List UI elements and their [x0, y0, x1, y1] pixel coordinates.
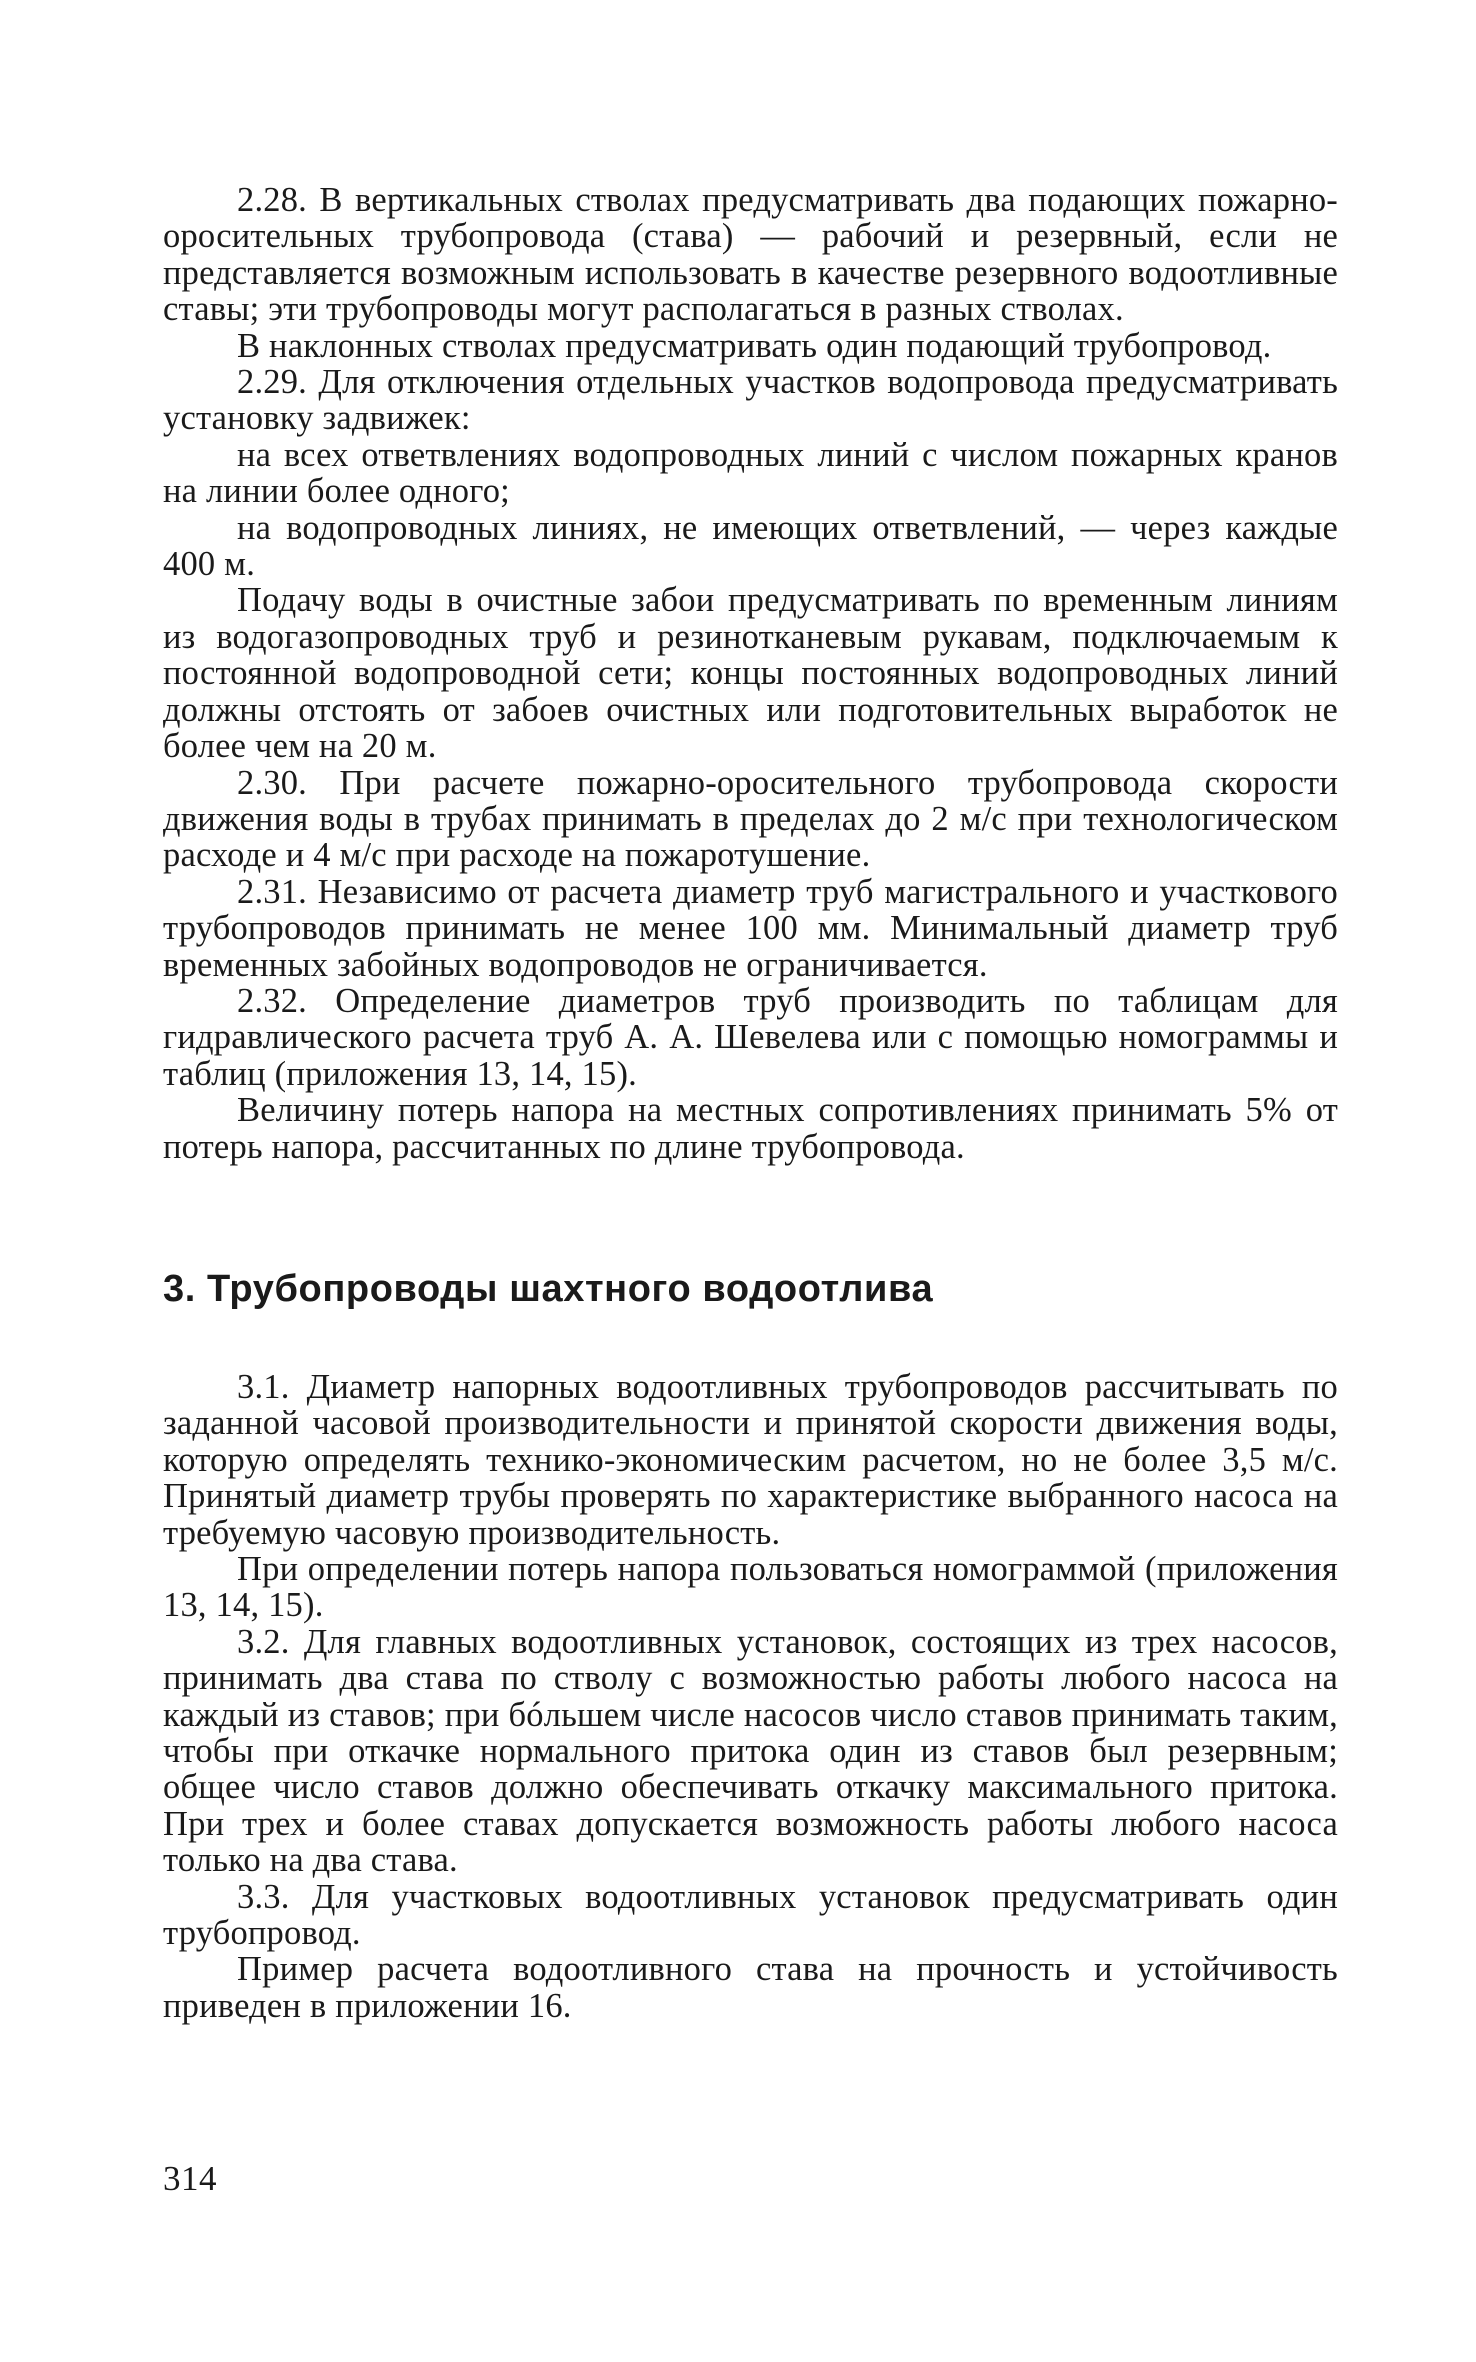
- paragraph-water-supply: Подачу воды в очистные забои предусматривать по временным линиям из водогазопроводных труб и резинотканевым рукавам, подключаемым к постоянной водопроводной сети; концы постоянных водопроводных линий должны отстоять от забоев очистных или подготовительных выработок не более чем на 20 м.: [163, 581, 1338, 766]
- paragraph-3-1: 3.1. Диаметр напорных водоотливных трубопроводов рассчитывать по заданной часовой производительности и принятой скорости движения воды, которую определять технико-экономическим расчетом, но не более 3,5 м/с. Принятый диаметр трубы проверять по характеристике выбранного насоса на требуемую часовую производительность.: [163, 1367, 1338, 1552]
- paragraph-nomogram: При определении потерь напора пользоваться номограммой (приложения 13, 14, 15).: [163, 1550, 1338, 1625]
- list-item: на водопроводных линиях, не имеющих ответвлений, — через каждые 400 м.: [163, 508, 1338, 584]
- paragraph-2-30: 2.30. При расчете пожарно-оросительного трубопровода скорости движения воды в трубах принимать в пределах до 2 м/с при технологическом расходе и 4 м/с при расходе на пожаротушение.: [163, 763, 1338, 875]
- list-item: на всех ответвлениях водопроводных линий с числом пожарных кранов на линии более одного;: [163, 435, 1338, 511]
- paragraph-inclined-shafts: В наклонных стволах предусматривать один подающий трубопровод.: [237, 326, 1272, 365]
- paragraph-3-2: 3.2. Для главных водоотливных установок, состоящих из трех насосов, принимать два става по стволу с возможностью работы любого насоса на каждый из ставов; при бóльшем числе насосов число ставов принимать таким, чтобы при откачке нормального притока один из ставов был резервным; общее число ставов должно обеспечивать откачку максимального притока. При трех и более ставах допускается возможность работы любого насоса только на два става.: [163, 1622, 1338, 1880]
- section-heading: 3. Трубопроводы шахтного водоотлива: [163, 1267, 934, 1310]
- page-number: 314: [163, 2159, 217, 2198]
- paragraph-3-3: 3.3. Для участковых водоотливных установок предусматривать один трубопровод.: [163, 1877, 1338, 1953]
- paragraph-2-31: 2.31. Независимо от расчета диаметр труб магистрального и участкового трубопроводов принимать не менее 100 мм. Минимальный диаметр труб временных забойных водопроводов не ограничивается.: [163, 872, 1338, 984]
- paragraph-pressure-losses: Величину потерь напора на местных сопротивлениях принимать 5% от потерь напора, рассчитанных по длине трубопровода.: [163, 1091, 1338, 1166]
- paragraph-2-32: 2.32. Определение диаметров труб производить по таблицам для гидравлического расчета труб А. А. Шевелева или с помощью номограммы и таблиц (приложения 13, 14, 15).: [163, 981, 1338, 1093]
- paragraph-2-29: 2.29. Для отключения отдельных участков водопровода предусматривать установку задвижек:: [163, 363, 1338, 438]
- paragraph-2-28: 2.28. В вертикальных стволах предусматривать два подающих пожарно-оросительных трубопровода (става) — рабочий и резервный, если не представляется возможным использовать в качестве резервного водоотливные ставы; эти трубопроводы могут располагаться в разных стволах.: [163, 181, 1338, 329]
- document-page: [163, 182, 1338, 2024]
- paragraph-example: Пример расчета водоотливного става на прочность и устойчивость приведен в приложении 16.: [163, 1950, 1338, 2025]
